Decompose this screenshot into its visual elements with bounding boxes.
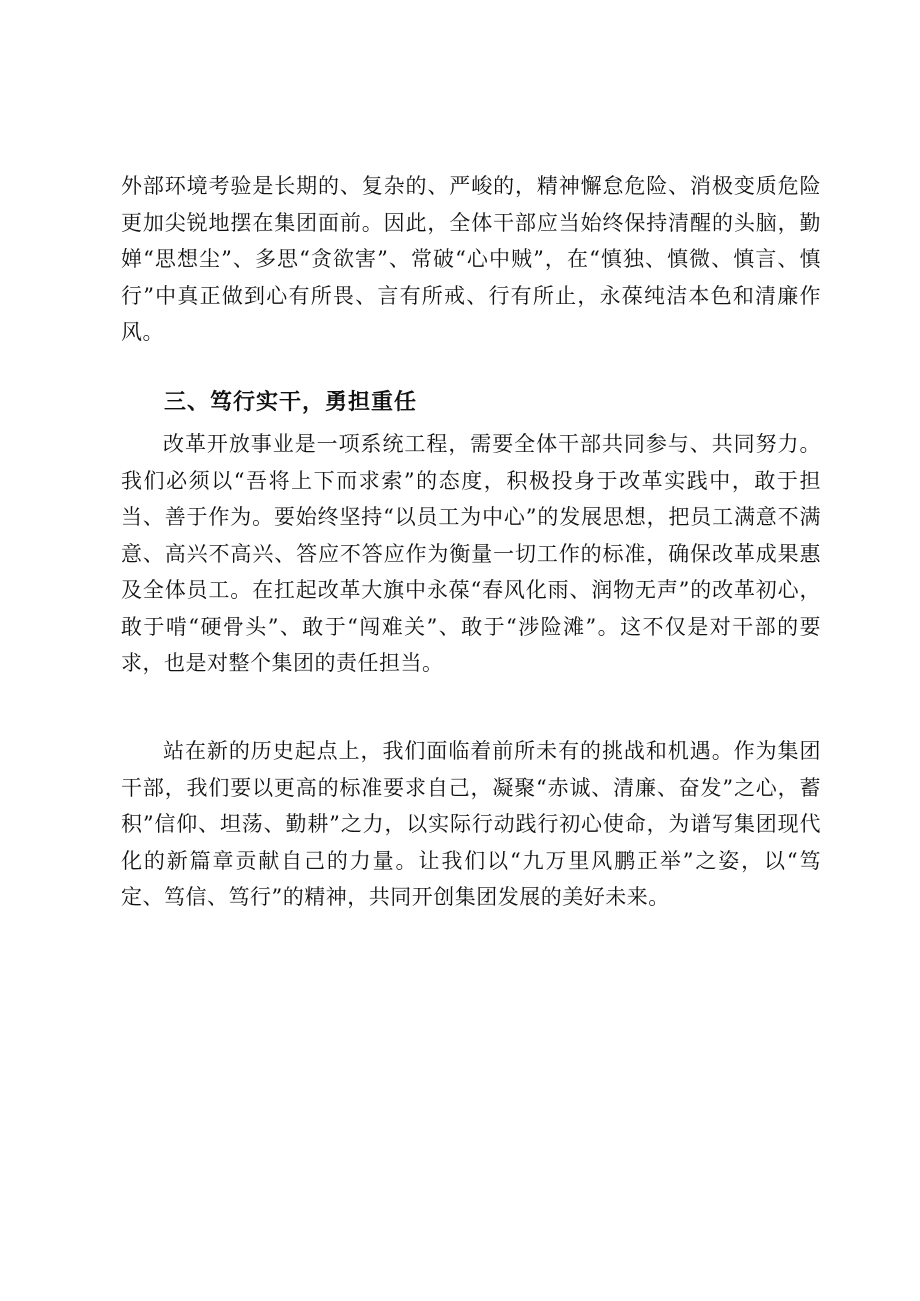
- paragraph-conclusion: 站在新的历史起点上，我们面临着前所未有的挑战和机遇。作为集团干部，我们要以更高的标准要求自己，凝聚“赤诚、清廉、奋发”之心，蓄积”信仰、坦荡、勤耕”之力，以实际行动践行初心使命，为谱写集团现代化的新篇章贡献自己的力量。让我们以“九万里风鹏正举”之姿，以“笃定、笃信、笃行”的精神，共同开创集团发展的美好未来。: [121, 739, 821, 909]
- section-heading: 三、笃行实干，勇担重任: [164, 390, 418, 415]
- paragraph-reform: 改革开放事业是一项系统工程，需要全体干部共同参与、共同努力。我们必须以“吾将上下而求索”的态度，积极投身于改革实践中，敢于担当、善于作为。要始终坚持“以员工为中心”的发展思想，把员工满意不满意、高兴不高兴、答应不答应作为衡量一切工作的标准，确保改革成果惠及全体员工。在扛起改革大旗中永葆“春风化雨、润物无声”的改革初心，敢于啃“硬骨头”、敢于“闯难关”、敢于“涉险滩”。这不仅是对干部的要求，也是对整个集团的责任担当。: [121, 432, 821, 675]
- body-text-block-2: [121, 426, 821, 682]
- paragraph-continuation: 外部环境考验是长期的、复杂的、严峻的，精神懈怠危险、消极变质危险更加尖锐地摆在集团面前。因此，全体干部应当始终保持清醒的头脑，勤婵“思想尘”、多思“贪欲害”、常破“心中贼”，在“慎独、慎微、慎言、慎行”中真正做到心有所畏、言有所戒、行有所止，永葆纯洁本色和清廉作风。: [121, 174, 821, 344]
- body-text-block-1: [121, 168, 821, 351]
- body-text-block-3: [121, 733, 821, 916]
